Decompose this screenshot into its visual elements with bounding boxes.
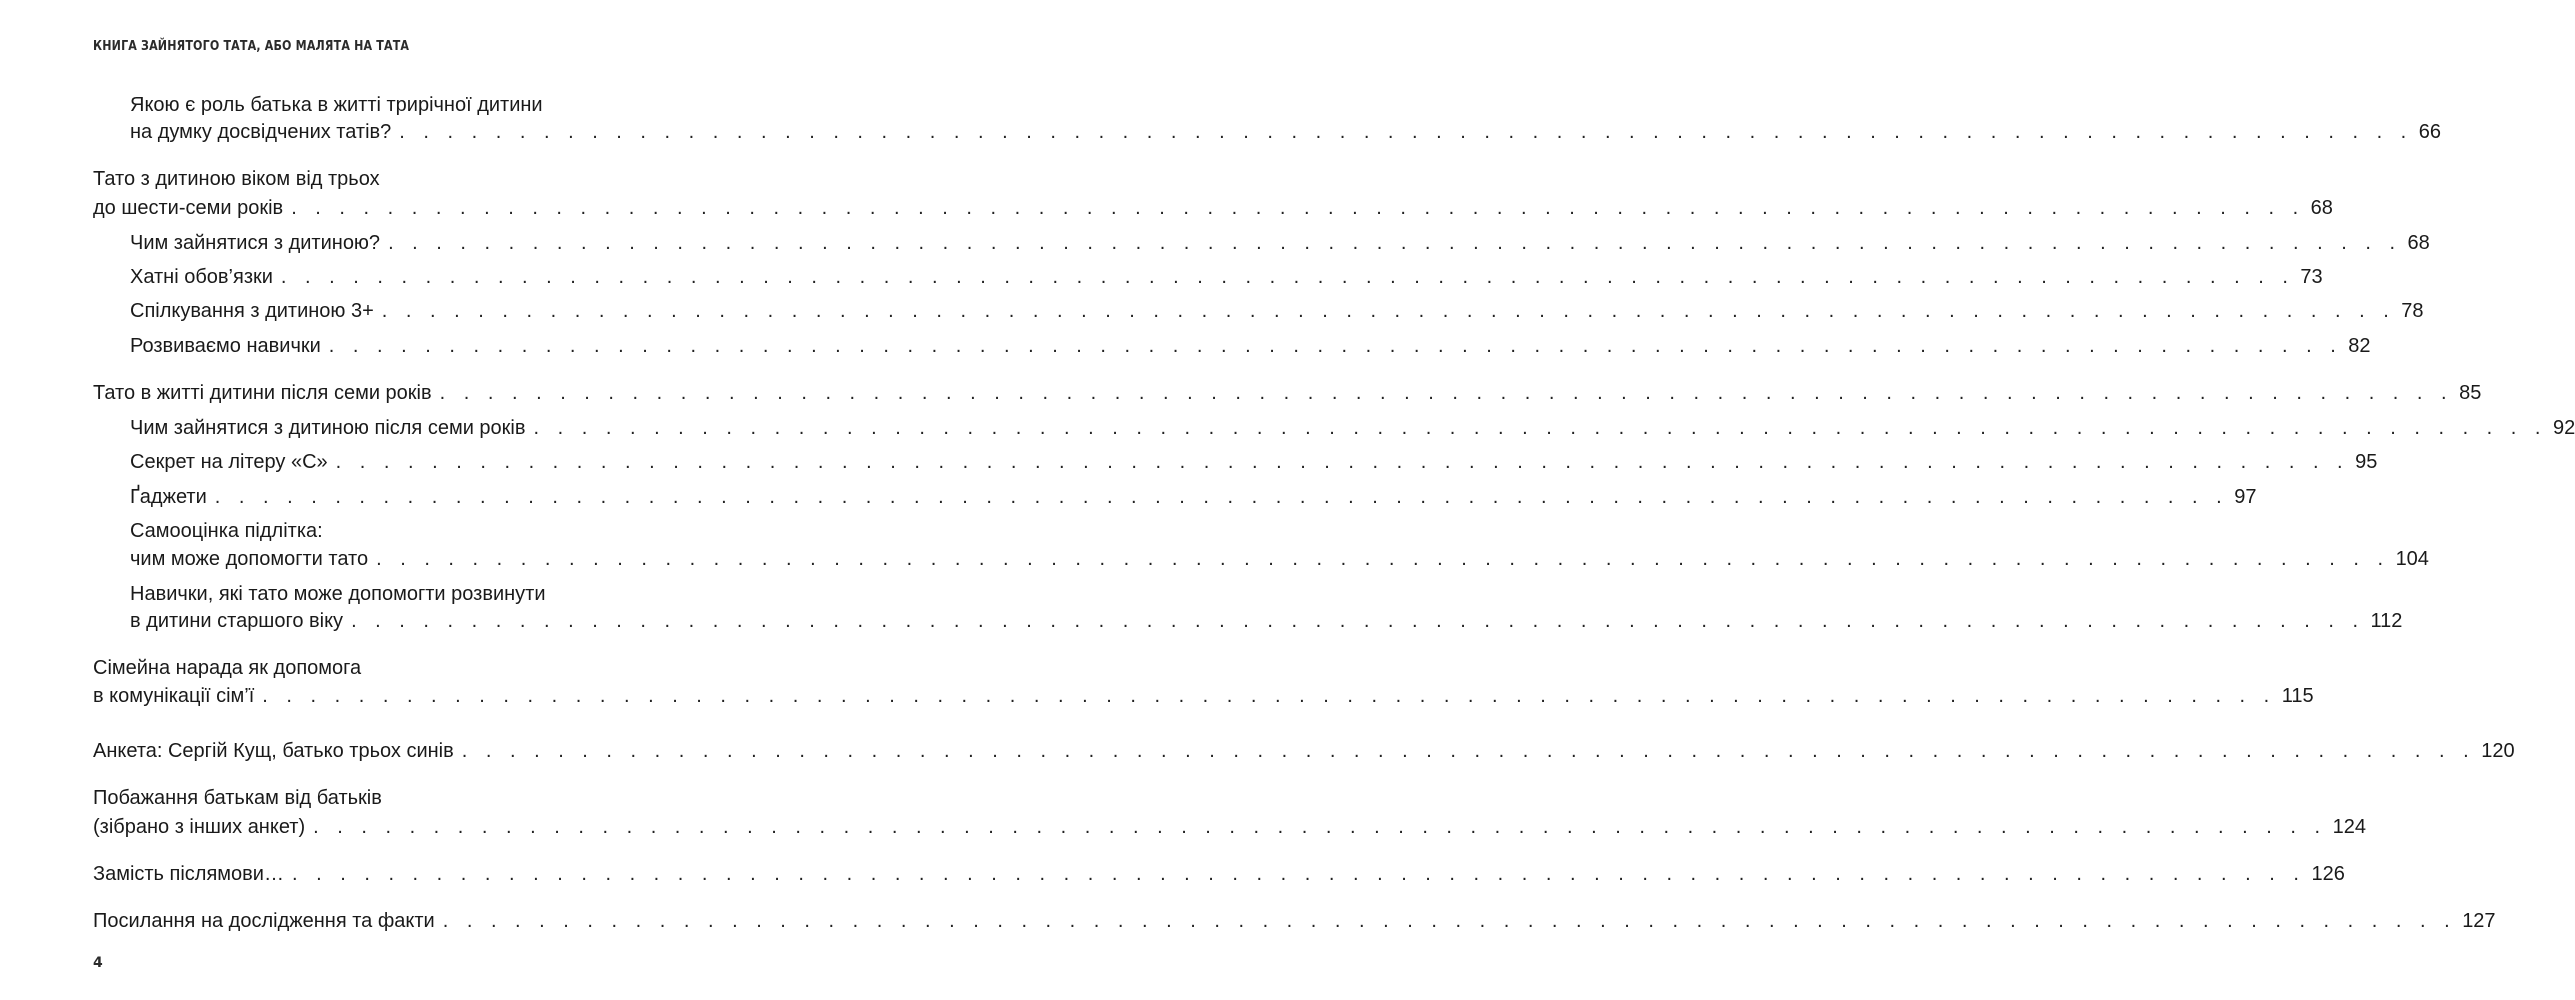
toc-page-number: 126 [2311, 863, 2345, 885]
toc-page-number: 85 [2459, 382, 2482, 404]
toc-entry-title: в комунікації сім’ї [93, 685, 255, 707]
leader-dots: . . . . . . . . . . . . . . . . . . . . . . . . . . . . . . . . . . . . . . . . . . . . . . . . . . . . . . . . . . . . . . . . . . . . . . . . . . . . . . . . . . . . [533, 417, 2547, 439]
toc-entry-title: Тато з дитиною віком від трьох [93, 168, 380, 190]
leader-dots: . . . . . . . . . . . . . . . . . . . . . . . . . . . . . . . . . . . . . . . . . . . . . . . . . . . . . . . . . . . . . . . . . . . . . . . . . . . . . . . . . . . . [442, 910, 2457, 932]
toc-entry-title: Хатні обов’язки [130, 266, 273, 288]
leader-dots: . . . . . . . . . . . . . . . . . . . . . . . . . . . . . . . . . . . . . . . . . . . . . . . . . . . . . . . . . . . . . . . . . . . . . . . . . . . . . . . . . . . . [381, 300, 2396, 322]
running-header: КНИГА ЗАЙНЯТОГО ТАТА, АБО МАЛЯТА НА ТАТА [93, 38, 410, 54]
leader-dots: . . . . . . . . . . . . . . . . . . . . . . . . . . . . . . . . . . . . . . . . . . . . . . . . . . . . . . . . . . . . . . . . . . . . . . . . . . . . . . . . . . . . [335, 451, 2350, 473]
toc-entry [130, 259, 2323, 289]
leader-dots: . . . . . . . . . . . . . . . . . . . . . . . . . . . . . . . . . . . . . . . . . . . . . . . . . . . . . . . . . . . . . . . . . . . . . . . . . . . . . . . . . . . . [262, 685, 2276, 707]
leader-dots: . . . . . . . . . . . . . . . . . . . . . . . . . . . . . . . . . . . . . . . . . . . . . . . . . . . . . . . . . . . . . . . . . . . . . . . . . . . . . . . . . . . . [313, 816, 2327, 838]
toc-page-number: 97 [2234, 486, 2257, 508]
toc-page-number: 115 [2281, 685, 2314, 707]
toc-entry [130, 541, 2429, 571]
leader-dots: . . . . . . . . . . . . . . . . . . . . . . . . . . . . . . . . . . . . . . . . . . . . . . . . . . . . . . . . . . . . . . . . . . . . . . . . . . . . . . . . . . . . [351, 610, 2365, 632]
toc-entry-title: на думку досвідчених татів? [130, 121, 392, 143]
toc-entry [130, 114, 2441, 144]
toc-entry-line [130, 576, 628, 606]
leader-dots: . . . . . . . . . . . . . . . . . . . . . . . . . . . . . . . . . . . . . . . . . . . . . . . . . . . . . . . . . . . . . . . . . . . . . . . . . . . . . . . . . . . . [328, 335, 2343, 357]
toc-entry-title: Посилання на дослідження та факти [93, 910, 435, 932]
toc-entry-title: Сімейна нарада як допомога [93, 657, 362, 679]
toc-entry-title: до шести-семи років [93, 197, 284, 219]
leader-dots: . . . . . . . . . . . . . . . . . . . . . . . . . . . . . . . . . . . . . . . . . . . . . . . . . . . . . . . . . . . . . . . . . . . . . . . . . . . . . . . . . . . . [214, 486, 2229, 508]
toc-page-number: 68 [2310, 197, 2333, 219]
leader-dots: . . . . . . . . . . . . . . . . . . . . . . . . . . . . . . . . . . . . . . . . . . . . . . . . . . . . . . . . . . . . . . . . . . . . . . . . . . . . . . . . . . . . [399, 121, 2413, 143]
toc-entry-line [93, 161, 628, 191]
toc-entry-title: Замість післямови… [93, 863, 284, 885]
toc-entry-title: Побажання батькам від батьків [93, 787, 382, 809]
toc-entry [93, 375, 2482, 405]
toc-page-number: 66 [2418, 121, 2441, 143]
toc-entry-title: в дитини старшого віку [130, 610, 344, 632]
toc-entry-title: Якою є роль батька в житті трирічної дитини [130, 94, 543, 116]
toc-entry [93, 809, 2366, 839]
toc-page-number: 127 [2462, 910, 2496, 932]
toc-entry-title: Ґаджети [130, 486, 207, 508]
toc-page-number: 92 [2552, 417, 2575, 439]
toc-entry-title: (зібрано з інших анкет) [93, 816, 306, 838]
toc-entry-title: Розвиваємо навички [130, 335, 321, 357]
toc-entry-line [130, 87, 628, 117]
leader-dots: . . . . . . . . . . . . . . . . . . . . . . . . . . . . . . . . . . . . . . . . . . . . . . . . . . . . . . . . . . . . . . . . . . . . . . . . . . . . . . . . . . . . [376, 548, 2390, 570]
leader-dots: . . . . . . . . . . . . . . . . . . . . . . . . . . . . . . . . . . . . . . . . . . . . . . . . . . . . . . . . . . . . . . . . . . . . . . . . . . . . . . . . . . . . [388, 232, 2402, 254]
leader-dots: . . . . . . . . . . . . . . . . . . . . . . . . . . . . . . . . . . . . . . . . . . . . . . . . . . . . . . . . . . . . . . . . . . . . . . . . . . . . . . . . . . . . [280, 266, 2295, 288]
toc-entry [130, 410, 2575, 440]
toc-entry [93, 903, 2496, 933]
toc-entry [130, 479, 2257, 509]
toc-entry-title: Тато в житті дитини після семи років [93, 382, 432, 404]
toc-entry-title: Секрет на літеру «С» [130, 451, 328, 473]
toc-page-number: 78 [2401, 300, 2424, 322]
toc-entry [130, 444, 2378, 474]
leader-dots: . . . . . . . . . . . . . . . . . . . . . . . . . . . . . . . . . . . . . . . . . . . . . . . . . . . . . . . . . . . . . . . . . . . . . . . . . . . . . . . . . . . . [439, 382, 2454, 404]
toc-page-number: 112 [2370, 610, 2403, 632]
toc-entry-title: Самооцінка підлітка: [130, 520, 323, 542]
toc-entry [93, 733, 2515, 763]
toc-entry [93, 856, 2345, 886]
toc-entry-line [93, 650, 628, 680]
toc-entry [93, 190, 2333, 220]
toc-page-number: 95 [2355, 451, 2378, 473]
toc-page-number: 120 [2481, 740, 2515, 762]
page-number: 4 [93, 955, 103, 971]
toc-entry-line [93, 780, 628, 810]
toc-entry [93, 678, 2314, 708]
leader-dots: . . . . . . . . . . . . . . . . . . . . . . . . . . . . . . . . . . . . . . . . . . . . . . . . . . . . . . . . . . . . . . . . . . . . . . . . . . . . . . . . . . . . [291, 197, 2305, 219]
toc-entry-title: Чим зайнятися з дитиною після семи років [130, 417, 526, 439]
toc-page-number: 124 [2332, 816, 2366, 838]
toc-entry [130, 328, 2371, 358]
toc-page-number: 73 [2300, 266, 2323, 288]
toc-entry [130, 293, 2424, 323]
toc-entry [130, 225, 2430, 255]
toc-entry-title: Чим зайнятися з дитиною? [130, 232, 381, 254]
toc-entry-title: Навички, які тато може допомогти розвинути [130, 583, 546, 605]
leader-dots: . . . . . . . . . . . . . . . . . . . . . . . . . . . . . . . . . . . . . . . . . . . . . . . . . . . . . . . . . . . . . . . . . . . . . . . . . . . . . . . . . . . . [291, 863, 2306, 885]
toc-page-number: 82 [2348, 335, 2371, 357]
toc-entry-title: чим може допомогти тато [130, 548, 369, 570]
leader-dots: . . . . . . . . . . . . . . . . . . . . . . . . . . . . . . . . . . . . . . . . . . . . . . . . . . . . . . . . . . . . . . . . . . . . . . . . . . . . . . . . . . . . [461, 740, 2476, 762]
toc-entry-title: Анкета: Сергій Кущ, батько трьох синів [93, 740, 454, 762]
toc-entry [130, 603, 2403, 633]
toc-entry-title: Спілкування з дитиною 3+ [130, 300, 374, 322]
toc-entry-line [130, 513, 628, 543]
toc-page-number: 68 [2407, 232, 2430, 254]
toc-page-number: 104 [2395, 548, 2429, 570]
